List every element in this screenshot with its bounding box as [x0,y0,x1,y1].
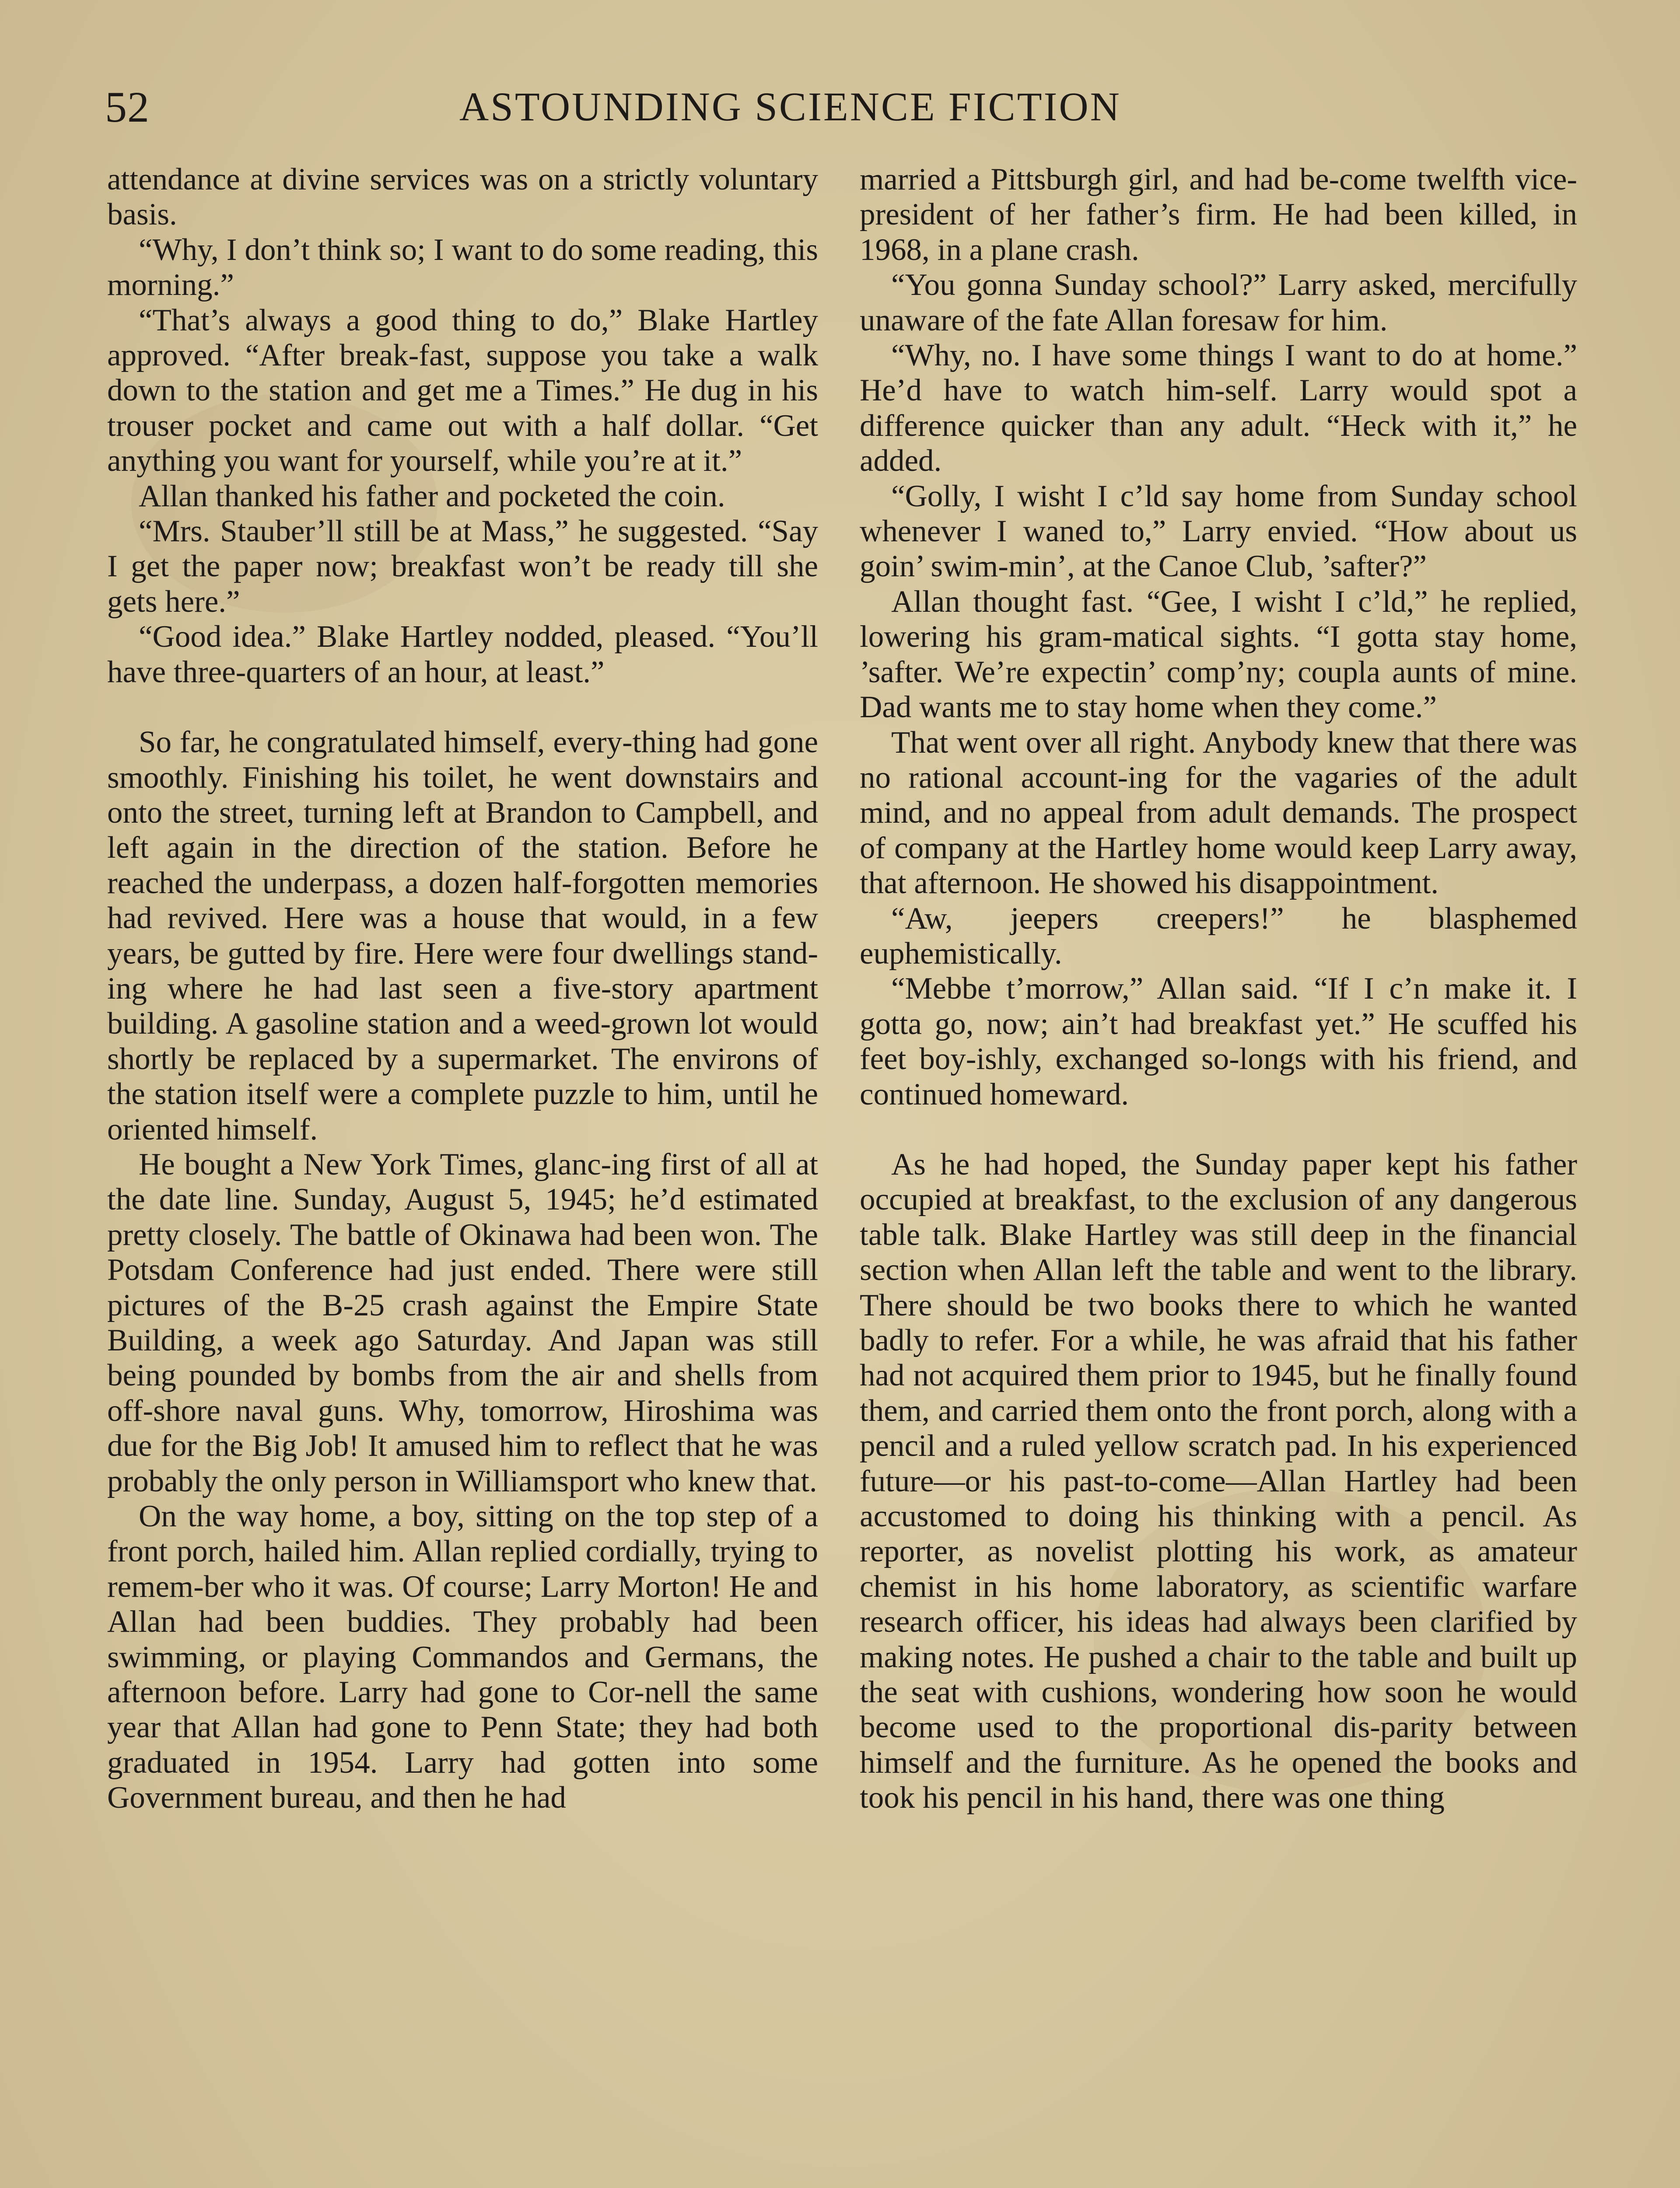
paragraph: He bought a New York Times, glanc-ing first of all at the date line. Sunday, August 5, 1945; he’d estimated pretty closely. The battle of Okinawa had been won. The Potsdam Conference had just ended. There were still pictures of the B-25 crash against the Empire State Building, a week ago Saturday. And Japan was still being pounded by bombs from the air and shells from off-shore naval guns. Why, tomorrow, Hiroshima was due for the Big Job! It amused him to reflect that he was probably the only person in Williamsport who knew that. [107,1147,818,1498]
paragraph: “Golly, I wisht I c’ld say home from Sunday school whenever I waned to,” Larry envied. “How about us goin’ swim-min’, at the Canoe Club, ’safter?” [860,479,1577,584]
paragraph: “You gonna Sunday school?” Larry asked, mercifully unaware of the fate Allan foresaw for him. [860,268,1577,337]
paragraph: “That’s always a good thing to do,” Blake Hartley approved. “After break-fast, suppose you take a walk down to the station and get me a Times.” He dug in his trouser pocket and came out with a half dollar. “Get anything you want for yourself, while you’re at it.” [107,303,818,478]
left-column [107,162,818,1816]
paragraph: “Good idea.” Blake Hartley nodded, pleased. “You’ll have three-quarters of an hour, at least.” [107,620,818,689]
paragraph: Allan thanked his father and pocketed the coin. [139,479,725,513]
running-header [105,81,1566,133]
paragraph: “Mebbe t’morrow,” Allan said. “If I c’n make it. I gotta go, now; ain’t had breakfast yet.” He scuffed his feet boy-ishly, exchanged so-longs with his friend, and continued homeward. [860,971,1577,1112]
right-column [860,162,1577,1816]
paragraph: That went over all right. Anybody knew that there was no rational account-ing for the vagaries of the adult mind, and no appeal from adult demands. The prospect of company at the Hartley home would keep Larry away, that afternoon. He showed his disappointment. [860,725,1577,901]
page-number: 52 [105,83,150,131]
paragraph: Allan thought fast. “Gee, I wisht I c’ld,” he replied, lowering his gram-matical sights. “I gotta stay home, ’safter. We’re expectin’ comp’ny; coupla aunts of mine. Dad wants me to stay home when they come.” [860,584,1577,725]
paragraph: So far, he congratulated himself, every-thing had gone smoothly. Finishing his toilet, he went downstairs and onto the street, turning left at Brandon to Campbell, and left again in the direction of the station. Before he reached the underpass, a dozen half-forgotten memories had revived. Here was a house that would, in a few years, be gutted by fire. Here were four dwellings stand-ing where he had last seen a five-story apartment building. A gasoline station and a weed-grown lot would shortly be replaced by a supermarket. The environs of the station itself were a complete puzzle to him, until he oriented himself. [107,725,818,1147]
paragraph: “Why, I don’t think so; I want to do some reading, this morning.” [107,232,818,302]
paragraph: attendance at divine services was on a strictly voluntary basis. [107,162,818,232]
paragraph: As he had hoped, the Sunday paper kept his father occupied at breakfast, to the exclusion of any dangerous table talk. Blake Hartley was still deep in the financial section when Allan left the table and went to the library. There should be two books there to which he wanted badly to refer. For a while, he was afraid that his father had not acquired them prior to 1945, but he finally found them, and carried them onto the front porch, along with a pencil and a ruled yellow scratch pad. In his experienced future—or his past-to-come—Allan Hartley had been accustomed to doing his thinking with a pencil. As reporter, as novelist plotting his work, as amateur chemist in his home laboratory, as scientific warfare research officer, his ideas had always been clarified by making notes. He pushed a chair to the table and built up the seat with cushions, wondering how soon he would become used to the proportional dis-parity between himself and the furniture. As he opened the books and took his pencil in his hand, there was one thing [860,1147,1577,1815]
paragraph: “Aw, jeepers creepers!” he blasphemed euphemistically. [860,901,1577,971]
paragraph: “Why, no. I have some things I want to do at home.” He’d have to watch him-self. Larry would spot a difference quicker than any adult. “Heck with it,” he added. [860,338,1577,478]
paragraph: On the way home, a boy, sitting on the top step of a front porch, hailed him. Allan replied cordially, trying to remem-ber who it was. Of course; Larry Morton! He and Allan had been buddies. They probably had been swimming, or playing Commandos and Germans, the afternoon before. Larry had gone to Cor-nell the same year that Allan had gone to Penn State; they had both graduated in 1954. Larry had gotten into some Government bureau, and then he had [107,1499,818,1815]
paragraph: married a Pittsburgh girl, and had be-come twelfth vice-president of her father’s firm. He had been killed, in 1968, in a plane crash. [860,162,1577,267]
magazine-title: ASTOUNDING SCIENCE FICTION [459,84,1121,130]
paragraph: “Mrs. Stauber’ll still be at Mass,” he suggested. “Say I get the paper now; breakfast won’t be ready till she gets here.” [107,514,818,619]
